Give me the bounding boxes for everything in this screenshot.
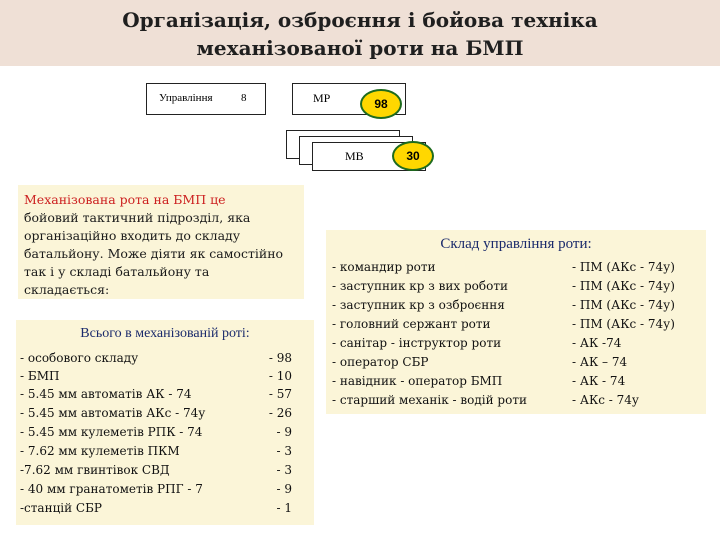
totals-row-label: - 40 мм гранатометів РПГ - 7	[20, 482, 203, 496]
sostav-row-label: - санітар - інструктор роти	[332, 336, 502, 350]
sostav-row-label: - заступник кр з вих роботи	[332, 279, 508, 293]
totals-row-label: - 7.62 мм кулеметів ПКМ	[20, 444, 180, 458]
totals-row-value: - 98	[268, 351, 292, 365]
sostav-row	[332, 372, 702, 390]
sostav-row	[332, 277, 702, 295]
totals-heading: Всього в механізованій роті:	[80, 326, 250, 341]
totals-row-value: - 1	[276, 501, 292, 515]
sostav-row-value: - ПМ (АКс - 74у)	[572, 317, 675, 331]
totals-row-label: -станцій СБР	[20, 501, 103, 515]
sostav-row-label: - оператор СБР	[332, 355, 429, 369]
description-line: організаційно входить до складу	[24, 228, 241, 243]
totals-row-label: - 5.45 мм автоматів АК - 74	[20, 387, 192, 401]
sostav-row	[332, 353, 702, 371]
totals-row-value: - 10	[268, 369, 292, 383]
totals-row	[20, 481, 296, 497]
sostav-row	[332, 334, 702, 352]
sostav-row-value: - ПМ (АКс - 74у)	[572, 260, 675, 274]
totals-row-value: - 57	[268, 387, 292, 401]
sostav-row-value: - АК – 74	[572, 355, 628, 369]
sostav-row-value: - ПМ (АКс - 74у)	[572, 279, 675, 293]
totals-row-value: - 3	[276, 444, 292, 458]
totals-row-label: - особового складу	[20, 351, 139, 365]
mr-count-badge: 98	[360, 89, 402, 119]
page-title-line-2: механізованої роти на БМП	[196, 36, 524, 60]
description-line: бойовий тактичний підрозділ, яка	[24, 210, 251, 225]
upravlinnia-box	[146, 83, 266, 115]
sostav-row	[332, 296, 702, 314]
totals-row-label: - 5.45 мм автоматів АКс - 74у	[20, 406, 206, 420]
sostav-row-value: - ПМ (АКс - 74у)	[572, 298, 675, 312]
sostav-row	[332, 258, 702, 276]
sostav-row-value: - АК - 74	[572, 374, 626, 388]
sostav-row-value: - АК -74	[572, 336, 622, 350]
sostav-heading: Склад управління роти:	[440, 236, 592, 252]
description-line: батальйону. Може діяти як самостійно	[24, 246, 284, 261]
sostav-row-label: - навідник - оператор БМП	[332, 374, 503, 388]
totals-row	[20, 368, 296, 384]
totals-row-value: - 26	[268, 406, 292, 420]
mr-label: МР	[313, 91, 331, 105]
sostav-row-label: - командир роти	[332, 260, 436, 274]
totals-row	[20, 424, 296, 440]
totals-row	[20, 386, 296, 402]
sostav-row	[332, 315, 702, 333]
description-line: складається:	[24, 282, 110, 297]
totals-row-value: - 9	[276, 425, 292, 439]
description-line: Механізована рота на БМП це	[24, 192, 226, 207]
totals-row-label: -7.62 мм гвинтівок СВД	[20, 463, 170, 477]
sostav-row-value: - АКс - 74у	[572, 393, 639, 407]
description-line: так і у складі батальйону та	[24, 264, 210, 279]
sostav-row-label: - заступник кр з озброєння	[332, 298, 505, 312]
totals-row-label: - 5.45 мм кулеметів РПК - 74	[20, 425, 203, 439]
sostav-row	[332, 391, 702, 409]
mv-label: МВ	[345, 149, 364, 163]
totals-row-label: - БМП	[20, 369, 60, 383]
totals-row	[20, 443, 296, 459]
totals-row-value: - 9	[276, 482, 292, 496]
upravlinnia-count: 8	[241, 92, 247, 104]
sostav-row-label: - старший механік - водій роти	[332, 393, 527, 407]
mv-count-badge: 30	[392, 141, 434, 171]
totals-row	[20, 462, 296, 478]
totals-row	[20, 405, 296, 421]
totals-row	[20, 500, 296, 516]
totals-row	[20, 350, 296, 366]
sostav-row-label: - головний сержант роти	[332, 317, 491, 331]
page-title-line-1: Організація, озброєння і бойова техніка	[122, 8, 598, 32]
totals-row-value: - 3	[276, 463, 292, 477]
upravlinnia-label: Управління	[159, 92, 213, 104]
title-banner	[0, 0, 720, 66]
